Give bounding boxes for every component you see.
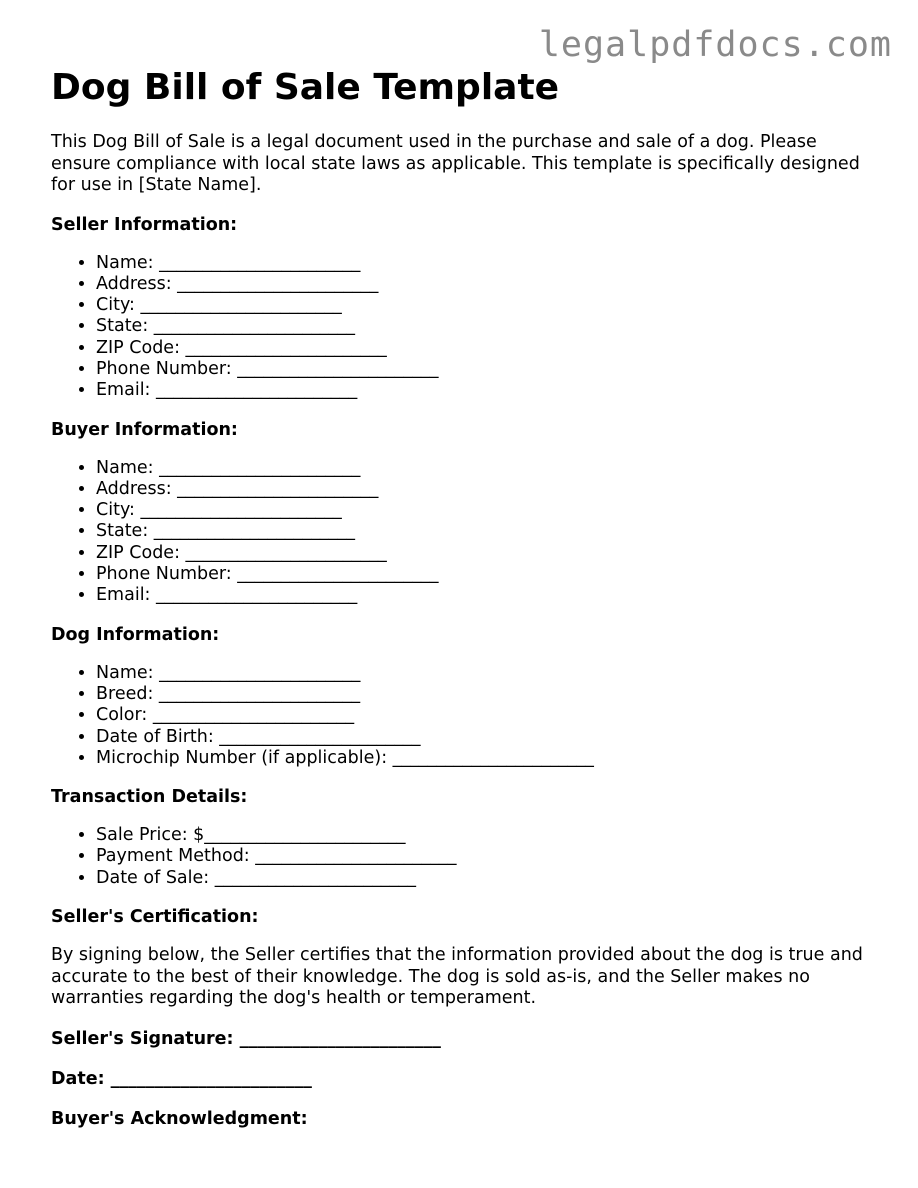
seller-info-heading: Seller Information: <box>51 214 238 235</box>
buyer-email-field: • Email: _______________________ <box>96 585 881 606</box>
dog-name-field: • Name: _______________________ <box>96 663 881 684</box>
seller-info-list <box>51 253 881 402</box>
dog-microchip-field: • Microchip Number (if applicable): _______________________ <box>96 748 881 769</box>
seller-zip-field: • ZIP Code: _______________________ <box>96 338 881 359</box>
buyer-info-list <box>51 458 881 607</box>
transaction-heading: Transaction Details: <box>51 787 248 808</box>
buyer-phone-field: • Phone Number: _______________________ <box>96 564 881 585</box>
dog-dob-field: • Date of Birth: _______________________ <box>96 727 881 748</box>
seller-city-field: • City: _______________________ <box>96 295 881 316</box>
watermark: legalpdfdocs.com <box>538 25 892 65</box>
intro-paragraph: This Dog Bill of Sale is a legal document used in the purchase and sale of a dog. Please ensure compliance with local state laws as applicable. This template is specifically designed for use in [State Name]. <box>51 132 860 195</box>
seller-address-field: • Address: _______________________ <box>96 274 881 295</box>
seller-date-line: Date: _______________________ <box>51 1068 312 1089</box>
buyer-acknowledgment-heading: Buyer's Acknowledgment: <box>51 1108 308 1129</box>
dog-info-list <box>51 663 881 769</box>
certification-heading: Seller's Certification: <box>51 907 259 928</box>
seller-name-field: • Name: _______________________ <box>96 253 881 274</box>
buyer-state-field: • State: _______________________ <box>96 521 881 542</box>
document-title: Dog Bill of Sale Template <box>51 67 560 108</box>
buyer-zip-field: • ZIP Code: _______________________ <box>96 543 881 564</box>
payment-method-field: • Payment Method: _______________________ <box>96 846 881 867</box>
dog-breed-field: • Breed: _______________________ <box>96 684 881 705</box>
buyer-city-field: • City: _______________________ <box>96 500 881 521</box>
seller-state-field: • State: _______________________ <box>96 316 881 337</box>
certification-paragraph: By signing below, the Seller certifies that the information provided about the dog is true and accurate to the best of their knowledge. The dog is sold as-is, and the Seller makes no warranties regarding the dog's health or temperament. <box>51 945 863 1009</box>
seller-signature-line: Seller's Signature: _______________________ <box>51 1028 441 1049</box>
document-page <box>51 66 881 1130</box>
seller-phone-field: • Phone Number: _______________________ <box>96 359 881 380</box>
buyer-name-field: • Name: _______________________ <box>96 458 881 479</box>
seller-email-field: • Email: _______________________ <box>96 380 881 401</box>
dog-color-field: • Color: _______________________ <box>96 705 881 726</box>
date-of-sale-field: • Date of Sale: _______________________ <box>96 868 881 889</box>
dog-info-heading: Dog Information: <box>51 624 220 645</box>
buyer-info-heading: Buyer Information: <box>51 419 238 440</box>
buyer-address-field: • Address: _______________________ <box>96 479 881 500</box>
sale-price-field: • Sale Price: $_______________________ <box>96 825 881 846</box>
transaction-list <box>51 825 881 889</box>
